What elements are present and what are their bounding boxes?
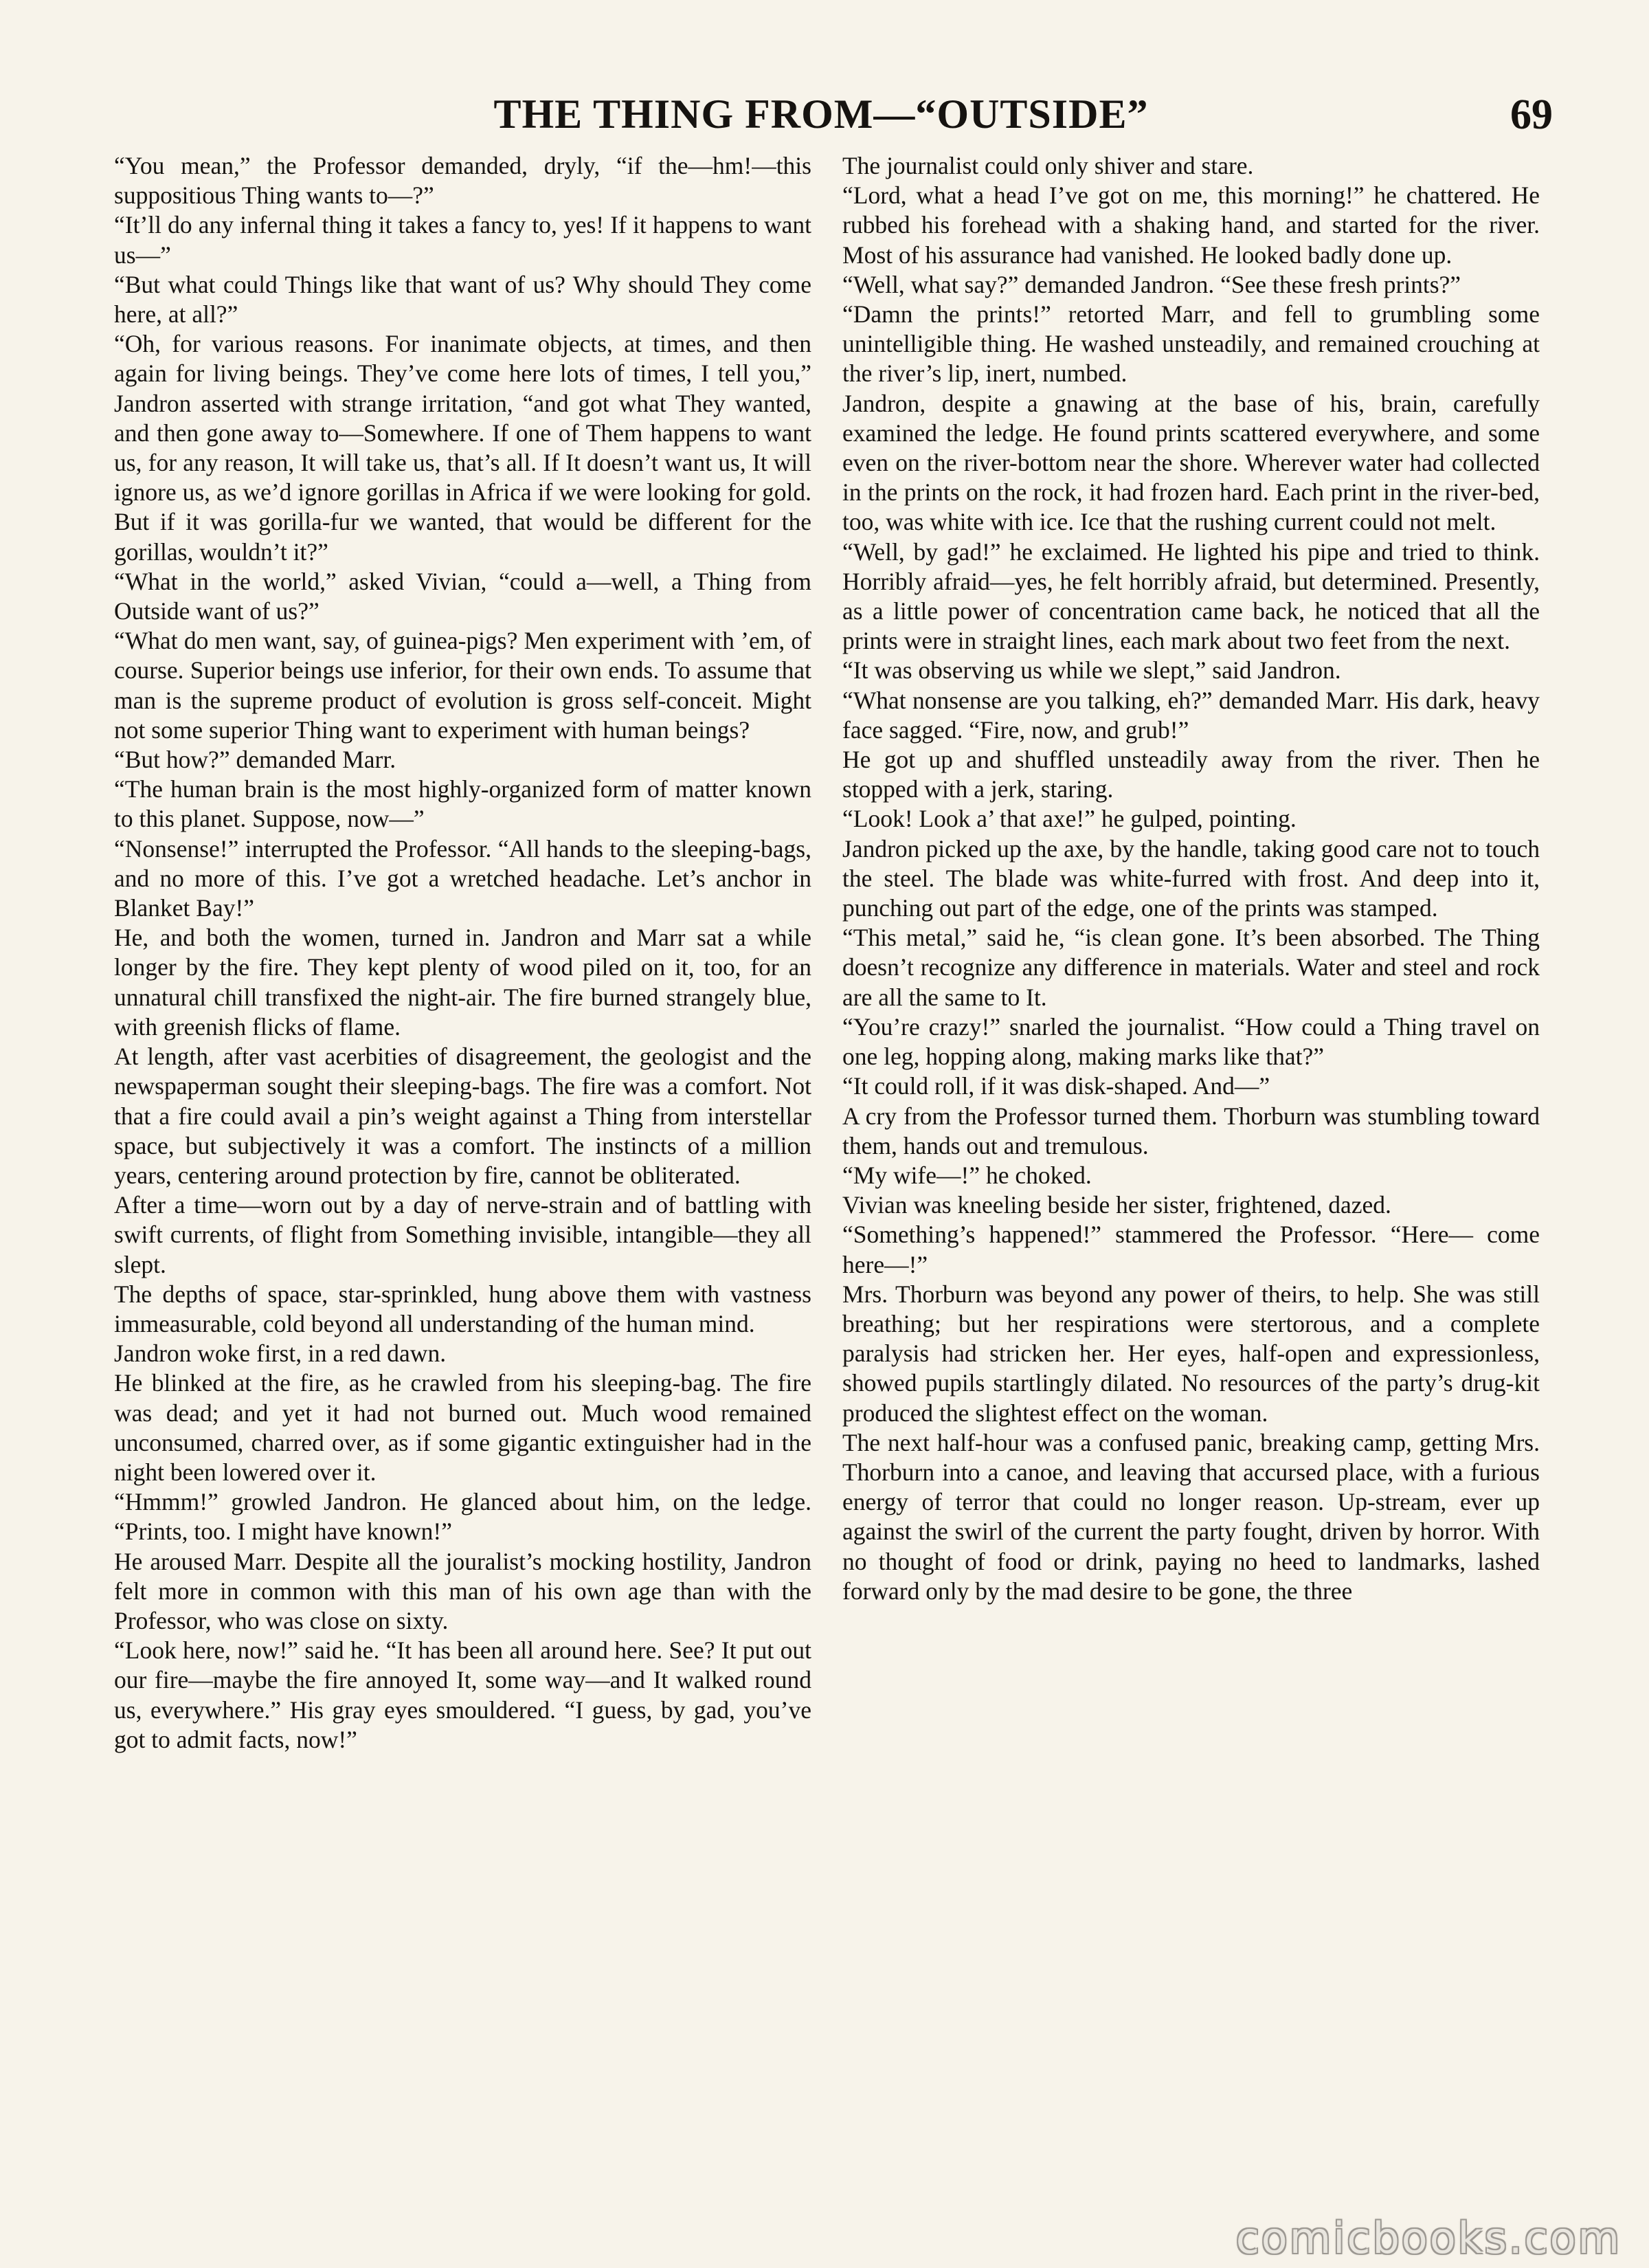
paragraph: “What do men want, say, of guinea-pigs? Men experiment with ’em, of course. Superior beings use inferior, for their own ends. To assume that man is the supreme product of evolution is gross self-conceit. Might not some superior Thing want to experiment with human beings?	[114, 627, 811, 744]
page-header	[82, 91, 1560, 146]
paragraph: “It could roll, if it was disk-shaped. And—”	[842, 1072, 1270, 1100]
paragraph: “Lord, what a head I’ve got on me, this morning!” he chattered. He rubbed his forehead with a shaking hand, and started for the river. Most of his assurance had vanished. He looked badly done up.	[842, 181, 1540, 269]
paragraph: The next half-hour was a confused panic, breaking camp, getting Mrs. Thorburn into a canoe, and leaving that accursed place, with a furious energy of terror that could no longer reason. Up-stream, ever up against the swirl of the current the party fought, driven by horror. With no thought of food or drink, paying no heed to landmarks, lashed forward only by the mad desire to be gone, the three	[842, 1428, 1540, 1605]
paragraph: “Look here, now!” said he. “It has been all around here. See? It put out our fire—maybe the fire annoyed It, some way—and It walked round us, everywhere.” His gray eyes smouldered. “I guess, by gad, you’ve got to admit facts, now!”	[114, 1636, 811, 1753]
paragraph: Vivian was kneeling beside her sister, frightened, dazed.	[842, 1191, 1391, 1219]
paragraph: Jandron picked up the axe, by the handle, taking good care not to touch the steel. The blade was white-furred with frost. And deep into it, punching out part of the edge, one of the prints was stamped.	[842, 834, 1540, 922]
paragraph: “It’ll do any infernal thing it takes a fancy to, yes! If it happens to want us—”	[114, 211, 811, 269]
paragraph: “This metal,” said he, “is clean gone. It’s been absorbed. The Thing doesn’t recognize any difference in materials. Water and steel and rock are all the same to It.	[842, 924, 1540, 1011]
paragraph: He, and both the women, turned in. Jandron and Marr sat a while longer by the fire. They kept plenty of wood piled on it, too, for an unnatural chill transfixed the night-air. The fire burned strangely blue, with greenish flicks of flame.	[114, 924, 811, 1041]
running-title: THE THING FROM—“OUTSIDE”	[493, 91, 1149, 137]
paragraph: Mrs. Thorburn was beyond any power of theirs, to help. She was still breathing; but her respirations were stertorous, and a complete paralysis had stricken her. Her eyes, half-open and expressionless, showed pupils startlingly dilated. No resources of the party’s drug-kit produced the slightest effect on the woman.	[842, 1280, 1540, 1427]
paragraph: “Well, what say?” demanded Jandron. “See these fresh prints?”	[842, 270, 1461, 298]
paragraph: “Nonsense!” interrupted the Professor. “All hands to the sleeping-bags, and no more of this. I’ve got a wretched headache. Let’s anchor in Blanket Bay!”	[114, 834, 811, 922]
left-column	[114, 151, 811, 1755]
paragraph: “The human brain is the most highly-organized form of matter known to this planet. Suppose, now—”	[114, 775, 811, 833]
paragraph: “You’re crazy!” snarled the journalist. “How could a Thing travel on one leg, hopping along, making marks like that?”	[842, 1012, 1540, 1071]
paragraph: “It was observing us while we slept,” said Jandron.	[842, 656, 1341, 685]
paragraph: He blinked at the fire, as he crawled from his sleeping-bag. The fire was dead; and yet it had not burned out. Much wood remained unconsumed, charred over, as if some gigantic extinguisher had in the night been lowered over it.	[114, 1369, 811, 1486]
paragraph: “Well, by gad!” he exclaimed. He lighted his pipe and tried to think. Horribly afraid—yes, he felt horribly afraid, but determined. Presently, as a little power of concentration came back, he noticed that all the prints were in straight lines, each mark about two feet from the next.	[842, 537, 1540, 655]
paragraph: “But how?” demanded Marr.	[114, 746, 396, 774]
paragraph: He aroused Marr. Despite all the jouralist’s mocking hostility, Jandron felt more in common with this man of his own age than with the Professor, who was close on sixty.	[114, 1547, 811, 1634]
right-column	[842, 151, 1540, 1606]
watermark: comicbooks.com	[1235, 2213, 1622, 2263]
paragraph: “Something’s happened!” stammered the Professor. “Here— come here—!”	[842, 1221, 1540, 1278]
paragraph: After a time—worn out by a day of nerve-strain and of battling with swift currents, of flight from Something invisible, intangible—they all slept.	[114, 1191, 811, 1278]
paragraph: Jandron, despite a gnawing at the base of his, brain, carefully examined the ledge. He found prints scattered everywhere, and some even on the river-bottom near the shore. Wherever water had collected in the prints on the rock, it had frozen hard. Each print in the river-bed, too, was white with ice. Ice that the rushing current could not melt.	[842, 389, 1540, 536]
paragraph: At length, after vast acerbities of disagreement, the geologist and the newspaperman sought their sleeping-bags. The fire was a comfort. Not that a fire could avail a pin’s weight against a Thing from interstellar space, but subjectively it was a comfort. The instincts of a million years, centering around protection by fire, cannot be obliterated.	[114, 1043, 811, 1189]
paragraph: The depths of space, star-sprinkled, hung above them with vastness immeasurable, cold beyond all understanding of the human mind.	[114, 1280, 811, 1337]
paragraph: “Hmmm!” growled Jandron. He glanced about him, on the ledge. “Prints, too. I might have known!”	[114, 1488, 811, 1546]
paragraph: He got up and shuffled unsteadily away from the river. Then he stopped with a jerk, staring.	[842, 746, 1540, 803]
paragraph: “Damn the prints!” retorted Marr, and fell to grumbling some unintelligible thing. He washed unsteadily, and remained crouching at the river’s lip, inert, numbed.	[842, 300, 1540, 388]
paragraph: “My wife—!” he choked.	[842, 1161, 1092, 1189]
paragraph: “What nonsense are you talking, eh?” demanded Marr. His dark, heavy face sagged. “Fire, now, and grub!”	[842, 686, 1540, 744]
paragraph: The journalist could only shiver and stare.	[842, 152, 1254, 179]
paragraph: “Look! Look a’ that axe!” he gulped, pointing.	[842, 805, 1297, 833]
paragraph: “You mean,” the Professor demanded, dryly, “if the—hm!—this suppositious Thing wants to—?”	[114, 152, 811, 210]
paragraph: “But what could Things like that want of us? Why should They come here, at all?”	[114, 270, 811, 329]
page-number: 69	[1510, 91, 1553, 138]
paragraph: “Oh, for various reasons. For inanimate objects, at times, and then again for living beings. They’ve come here lots of times, I tell you,” Jandron asserted with strange irritation, “and got what They wanted, and then gone away to—Somewhere. If one of Them happens to want us, for any reason, It will take us, that’s all. If It doesn’t want us, It will ignore us, as we’d ignore gorillas in Africa if we were looking for gold. But if it was gorilla-fur we wanted, that would be different for the gorillas, wouldn’t it?”	[114, 330, 811, 566]
paragraph: “What in the world,” asked Vivian, “could a—well, a Thing from Outside want of us?”	[114, 567, 811, 625]
paragraph: A cry from the Professor turned them. Thorburn was stumbling toward them, hands out and tremulous.	[842, 1102, 1540, 1159]
paragraph: Jandron woke first, in a red dawn.	[114, 1339, 447, 1368]
